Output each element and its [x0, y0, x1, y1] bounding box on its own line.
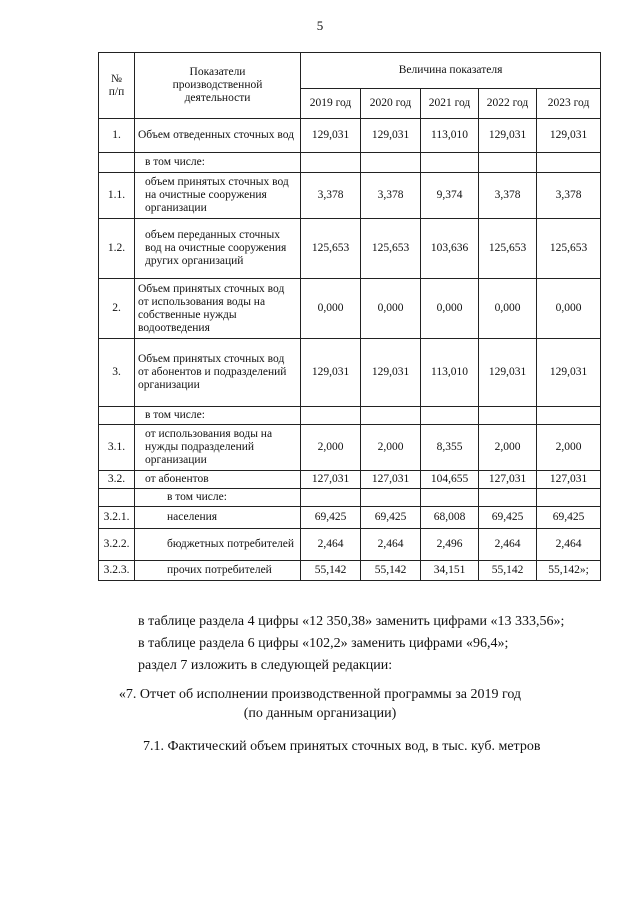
row-value-cell: 2,000 [537, 425, 601, 471]
table-row [99, 119, 601, 153]
row-value-cell: 125,653 [361, 219, 421, 279]
row-number: 1.2. [99, 219, 135, 279]
row-number: 1. [99, 119, 135, 153]
row-indicator-name: в том числе: [135, 489, 301, 507]
table-row [99, 561, 601, 581]
row-value-cell: 2,464 [537, 529, 601, 561]
row-indicator-name: Объем принятых сточных вод от использования воды на собственные нужды водоотведения [135, 279, 301, 339]
header-value-group: Величина показателя [301, 53, 601, 89]
amendment-paragraph-3: раздел 7 изложить в следующей редакции: [138, 658, 393, 673]
section-7-heading-line-2: (по данным организации) [243, 706, 397, 721]
row-value-cell: 127,031 [301, 471, 361, 489]
row-value-cell: 55,142 [361, 561, 421, 581]
header-year: 2020 год [361, 89, 421, 119]
row-value-cell: 125,653 [537, 219, 601, 279]
table-row [99, 507, 601, 529]
row-value-cell: 9,374 [421, 173, 479, 219]
row-value-cell: 113,010 [421, 119, 479, 153]
row-value-cell: 0,000 [479, 279, 537, 339]
row-value-cell: 2,000 [301, 425, 361, 471]
row-value-cell: 127,031 [537, 471, 601, 489]
row-value-cell: 113,010 [421, 339, 479, 407]
table-row [99, 407, 601, 425]
row-number: 3. [99, 339, 135, 407]
row-value-cell: 125,653 [479, 219, 537, 279]
row-indicator-name: в том числе: [135, 407, 301, 425]
table-row [99, 153, 601, 173]
row-value-cell: 2,464 [361, 529, 421, 561]
row-value-cell: 8,355 [421, 425, 479, 471]
row-value-cell: 55,142 [479, 561, 537, 581]
header-indicator: Показатели производственной деятельности [135, 53, 301, 119]
row-value-cell: 3,378 [361, 173, 421, 219]
table-row [99, 279, 601, 339]
row-value-cell [301, 153, 361, 173]
amendment-paragraph-2: в таблице раздела 6 цифры «102,2» заменить цифрами «96,4»; [138, 636, 509, 651]
row-number [99, 407, 135, 425]
wastewater-indicators-table [98, 52, 601, 581]
row-number: 2. [99, 279, 135, 339]
header-num: № п/п [99, 53, 135, 119]
row-value-cell [537, 407, 601, 425]
row-value-cell [361, 407, 421, 425]
header-year: 2019 год [301, 89, 361, 119]
row-value-cell [479, 407, 537, 425]
row-value-cell: 129,031 [301, 119, 361, 153]
row-value-cell: 69,425 [301, 507, 361, 529]
row-value-cell: 0,000 [421, 279, 479, 339]
row-value-cell [479, 153, 537, 173]
row-value-cell: 129,031 [361, 119, 421, 153]
table-row [99, 489, 601, 507]
row-indicator-name: Объем отведенных сточных вод [135, 119, 301, 153]
row-value-cell: 69,425 [361, 507, 421, 529]
row-number: 3.1. [99, 425, 135, 471]
table-body [99, 119, 601, 581]
row-value-cell: 2,464 [301, 529, 361, 561]
row-indicator-name: объем принятых сточных вод на очистные сооружения организации [135, 173, 301, 219]
row-value-cell: 0,000 [537, 279, 601, 339]
row-indicator-name: объем переданных сточных вод на очистные сооружения других организаций [135, 219, 301, 279]
row-value-cell: 0,000 [361, 279, 421, 339]
header-year: 2021 год [421, 89, 479, 119]
row-value-cell: 103,636 [421, 219, 479, 279]
row-value-cell: 129,031 [361, 339, 421, 407]
table-row [99, 425, 601, 471]
header-year: 2022 год [479, 89, 537, 119]
row-indicator-name: от использования воды на нужды подразделений организации [135, 425, 301, 471]
row-number: 3.2.1. [99, 507, 135, 529]
row-value-cell: 104,655 [421, 471, 479, 489]
row-value-cell: 125,653 [301, 219, 361, 279]
row-value-cell: 55,142»; [537, 561, 601, 581]
row-value-cell [301, 407, 361, 425]
row-value-cell: 2,000 [479, 425, 537, 471]
row-value-cell [421, 489, 479, 507]
row-value-cell [301, 489, 361, 507]
header-year: 2023 год [537, 89, 601, 119]
row-number: 1.1. [99, 173, 135, 219]
row-indicator-name: Объем принятых сточных вод от абонентов и подразделений организации [135, 339, 301, 407]
row-value-cell [361, 489, 421, 507]
row-number [99, 489, 135, 507]
row-number: 3.2.3. [99, 561, 135, 581]
row-value-cell: 127,031 [479, 471, 537, 489]
page-number: 5 [316, 18, 324, 33]
table-row [99, 471, 601, 489]
row-indicator-name: прочих потребителей [135, 561, 301, 581]
row-value-cell: 127,031 [361, 471, 421, 489]
row-value-cell: 68,008 [421, 507, 479, 529]
row-value-cell: 129,031 [537, 339, 601, 407]
table-row [99, 219, 601, 279]
row-value-cell: 3,378 [537, 173, 601, 219]
row-number [99, 153, 135, 173]
row-value-cell: 69,425 [479, 507, 537, 529]
row-value-cell [479, 489, 537, 507]
row-number: 3.2. [99, 471, 135, 489]
row-indicator-name: от абонентов [135, 471, 301, 489]
row-indicator-name: населения [135, 507, 301, 529]
row-indicator-name: в том числе: [135, 153, 301, 173]
row-value-cell: 129,031 [479, 119, 537, 153]
row-value-cell [361, 153, 421, 173]
row-value-cell [537, 153, 601, 173]
section-7-1-title: 7.1. Фактический объем принятых сточных вод, в тыс. куб. метров [143, 739, 541, 754]
row-value-cell: 129,031 [301, 339, 361, 407]
table-row [99, 529, 601, 561]
row-value-cell: 2,496 [421, 529, 479, 561]
row-value-cell: 129,031 [537, 119, 601, 153]
row-value-cell: 34,151 [421, 561, 479, 581]
row-value-cell: 69,425 [537, 507, 601, 529]
table-row [99, 173, 601, 219]
row-value-cell: 3,378 [479, 173, 537, 219]
row-value-cell: 2,000 [361, 425, 421, 471]
row-value-cell: 0,000 [301, 279, 361, 339]
section-7-heading-line-1: «7. Отчет об исполнении производственной программы за 2019 год [118, 687, 522, 702]
row-value-cell: 3,378 [301, 173, 361, 219]
row-value-cell [537, 489, 601, 507]
amendment-paragraph-1: в таблице раздела 4 цифры «12 350,38» заменить цифрами «13 333,56»; [138, 614, 565, 629]
table-row [99, 339, 601, 407]
row-indicator-name: бюджетных потребителей [135, 529, 301, 561]
row-number: 3.2.2. [99, 529, 135, 561]
row-value-cell [421, 153, 479, 173]
row-value-cell: 2,464 [479, 529, 537, 561]
row-value-cell: 55,142 [301, 561, 361, 581]
row-value-cell [421, 407, 479, 425]
row-value-cell: 129,031 [479, 339, 537, 407]
